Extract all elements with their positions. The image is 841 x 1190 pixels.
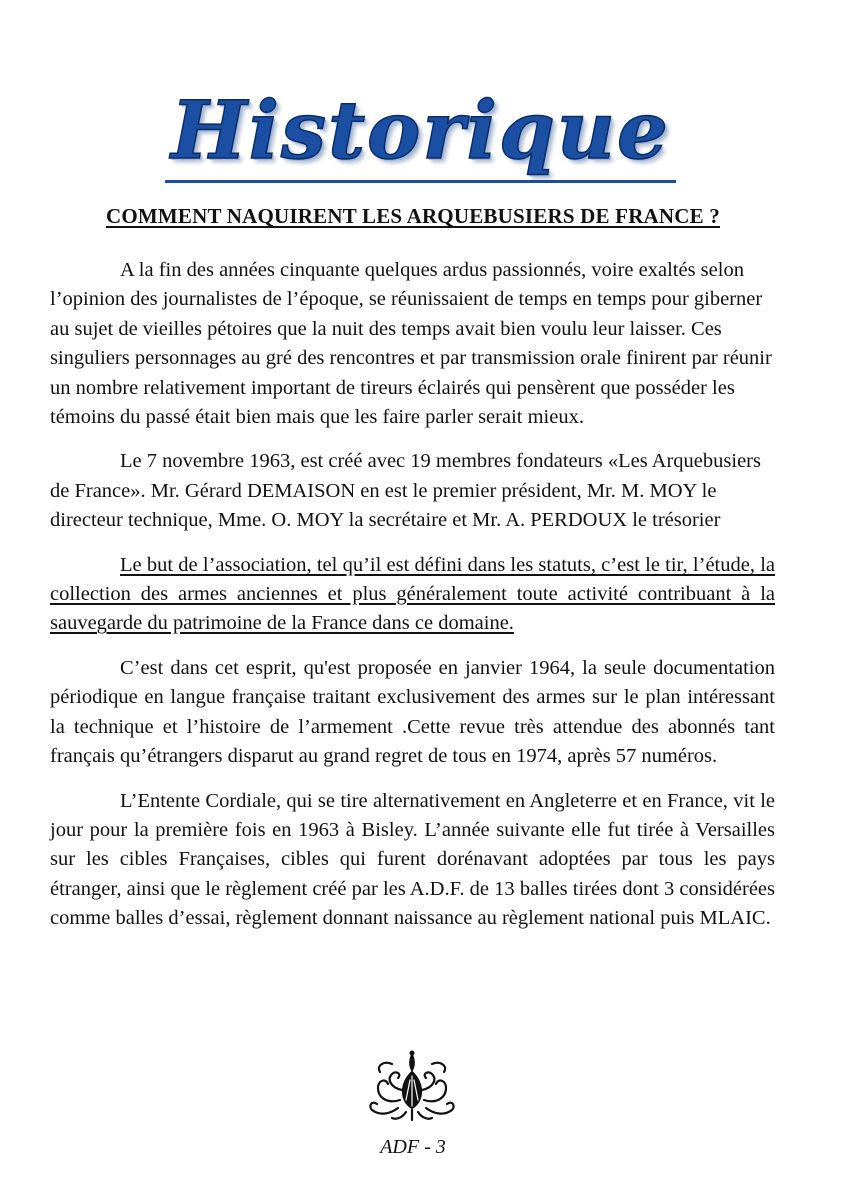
article-body: [50, 256, 775, 949]
paragraph-purpose: Le but de l’association, tel qu’il est défini dans les statuts, c’est le tir, l’étude, la collection des armes anciennes et plus généralement toute activité contribuant à la sauvegarde du patrimoine de la France dans ce domaine.: [50, 553, 775, 635]
paragraph-entente-cordiale: L’Entente Cordiale, qui se tire alternativement en Angleterre et en France, vit le jour pour la première fois en 1963 à Bisley. L’année suivante elle fut tirée à Versailles sur les cibles Françaises, cibles qui furent dorénavant adoptées par tous les pays étranger, ainsi que le règlement créé par les A.D.F. de 13 balles tirées dont 3 considérées comme balles d’essai, règlement donnant naissance au règlement national puis MLAIC.: [50, 789, 775, 930]
section-heading: COMMENT NAQUIRENT LES ARQUEBUSIERS DE FRANCE ?: [105, 204, 721, 228]
fleuron-ornament-icon: [362, 1050, 462, 1122]
paragraph-origins: A la fin des années cinquante quelques ardus passionnés, voire exaltés selon l’opinion des journalistes de l’époque, se réunissaient de temps en temps pour giberner au sujet de vieilles pétoires que la nuit des temps avait bien voulu leur laisser. Ces singuliers personnages au gré des rencontres et par transmission orale finirent par réunir un nombre relativement important de tireurs éclairés qui pensèrent que posséder les témoins du passé était bien mais que les faire parler serait mieux.: [50, 259, 772, 429]
paragraph-publication: C’est dans cet esprit, qu'est proposée en janvier 1964, la seule documentation périodique en langue française traitant exclusivement des armes sur le plan intéressant la technique et l’histoire de l’armement .Cette revue très attendue des abonnés tant français qu’étrangers disparut au grand regret de tous en 1974, après 57 numéros.: [50, 656, 775, 768]
paragraph-founding: Le 7 novembre 1963, est créé avec 19 membres fondateurs «Les Arquebusiers de France». Mr. Gérard DEMAISON en est le premier président, Mr. M. MOY le directeur technique, Mme. O. MOY la secrétaire et Mr. A. PERDOUX le trésorier: [50, 450, 761, 532]
page-title-container: [0, 82, 841, 183]
page-title: Historique: [165, 82, 676, 183]
page-footer: ADF - 3: [380, 1136, 446, 1158]
